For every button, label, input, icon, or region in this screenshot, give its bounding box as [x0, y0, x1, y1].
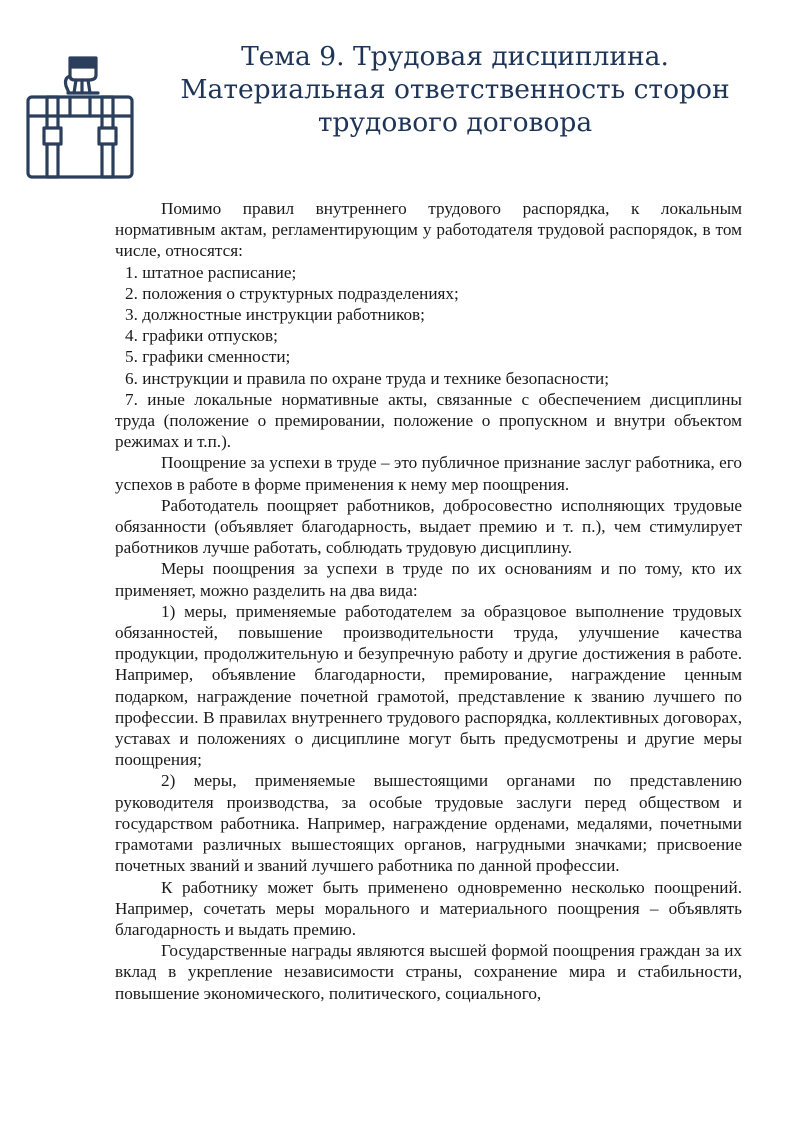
list-item: 2. положения о структурных подразделениях;: [125, 283, 459, 303]
list-item: 5. графики сменности;: [125, 347, 291, 367]
paragraph: 2) меры, применяемые вышестоящими органами по представлению руководителя производства, за особые трудовые заслуги перед обществом и государством работника. Например, награждение орденами, медалями, почетными грамотами различных вышестоящих органов, нагрудными значками; присвоение почетных званий и званий лучшего работника по данной профессии.: [115, 771, 742, 876]
intro-paragraph: Помимо правил внутреннего трудового распорядка, к локальным нормативным актам, регламентирующим у работодателя трудовой распорядок, в том числе, относятся:: [115, 199, 742, 261]
paragraph: Государственные награды являются высшей формой поощрения граждан за их вклад в укрепление независимости страны, сохранение мира и стабильности, повышение экономического, политического, социального,: [115, 941, 742, 1003]
list-item: 6. инструкции и правила по охране труда и технике безопасности;: [125, 368, 610, 388]
list-item: 7. иные локальные нормативные акты, связанные с обеспечением дисциплины труда (положение о премировании, положение о пропускном и внутри объектом режимах и т.п.).: [115, 389, 742, 452]
page-title: [150, 40, 760, 139]
list-item: 4. графики отпусков;: [125, 326, 278, 346]
briefcase-hand-icon: [24, 56, 136, 180]
paragraph: К работнику может быть применено одновременно несколько поощрений. Например, сочетать меры морального и материального поощрения – объявлять благодарность и выдать премию.: [115, 877, 742, 939]
list-item: 3. должностные инструкции работников;: [125, 305, 425, 325]
title-line-1: Тема 9. Трудовая дисциплина.: [241, 41, 669, 72]
title-line-3: трудового договора: [317, 107, 593, 138]
document-body: [115, 198, 742, 1004]
paragraph: Поощрение за успехи в труде – это публичное признание заслуг работника, его успехов в работе в форме применения к нему мер поощрения.: [115, 453, 742, 494]
title-line-2: Материальная ответственность сторон: [180, 74, 730, 105]
list-item: 1. штатное расписание;: [125, 262, 297, 282]
regulations-list: [115, 262, 742, 453]
paragraph: Работодатель поощряет работников, добросовестно исполняющих трудовые обязанности (объявляет благодарность, выдает премию и т. п.), чем стимулирует работников лучше работать, соблюдать трудовую дисциплину.: [115, 495, 742, 558]
paragraph: 1) меры, применяемые работодателем за образцовое выполнение трудовых обязанностей, повышение производительности труда, улучшение качества продукции, продолжительную и безупречную работу и другие достижения в работе. Например, объявление благодарности, премирование, награждение ценным подарком, награждение почетной грамотой, представление к званию лучшего по профессии. В правилах внутреннего трудового распорядка, коллективных договорах, уставах и положениях о дисциплине могут быть предусмотрены и другие меры поощрения;: [115, 601, 742, 770]
paragraph: Меры поощрения за успехи в труде по их основаниям и по тому, кто их применяет, можно разделить на два вида:: [115, 559, 742, 600]
